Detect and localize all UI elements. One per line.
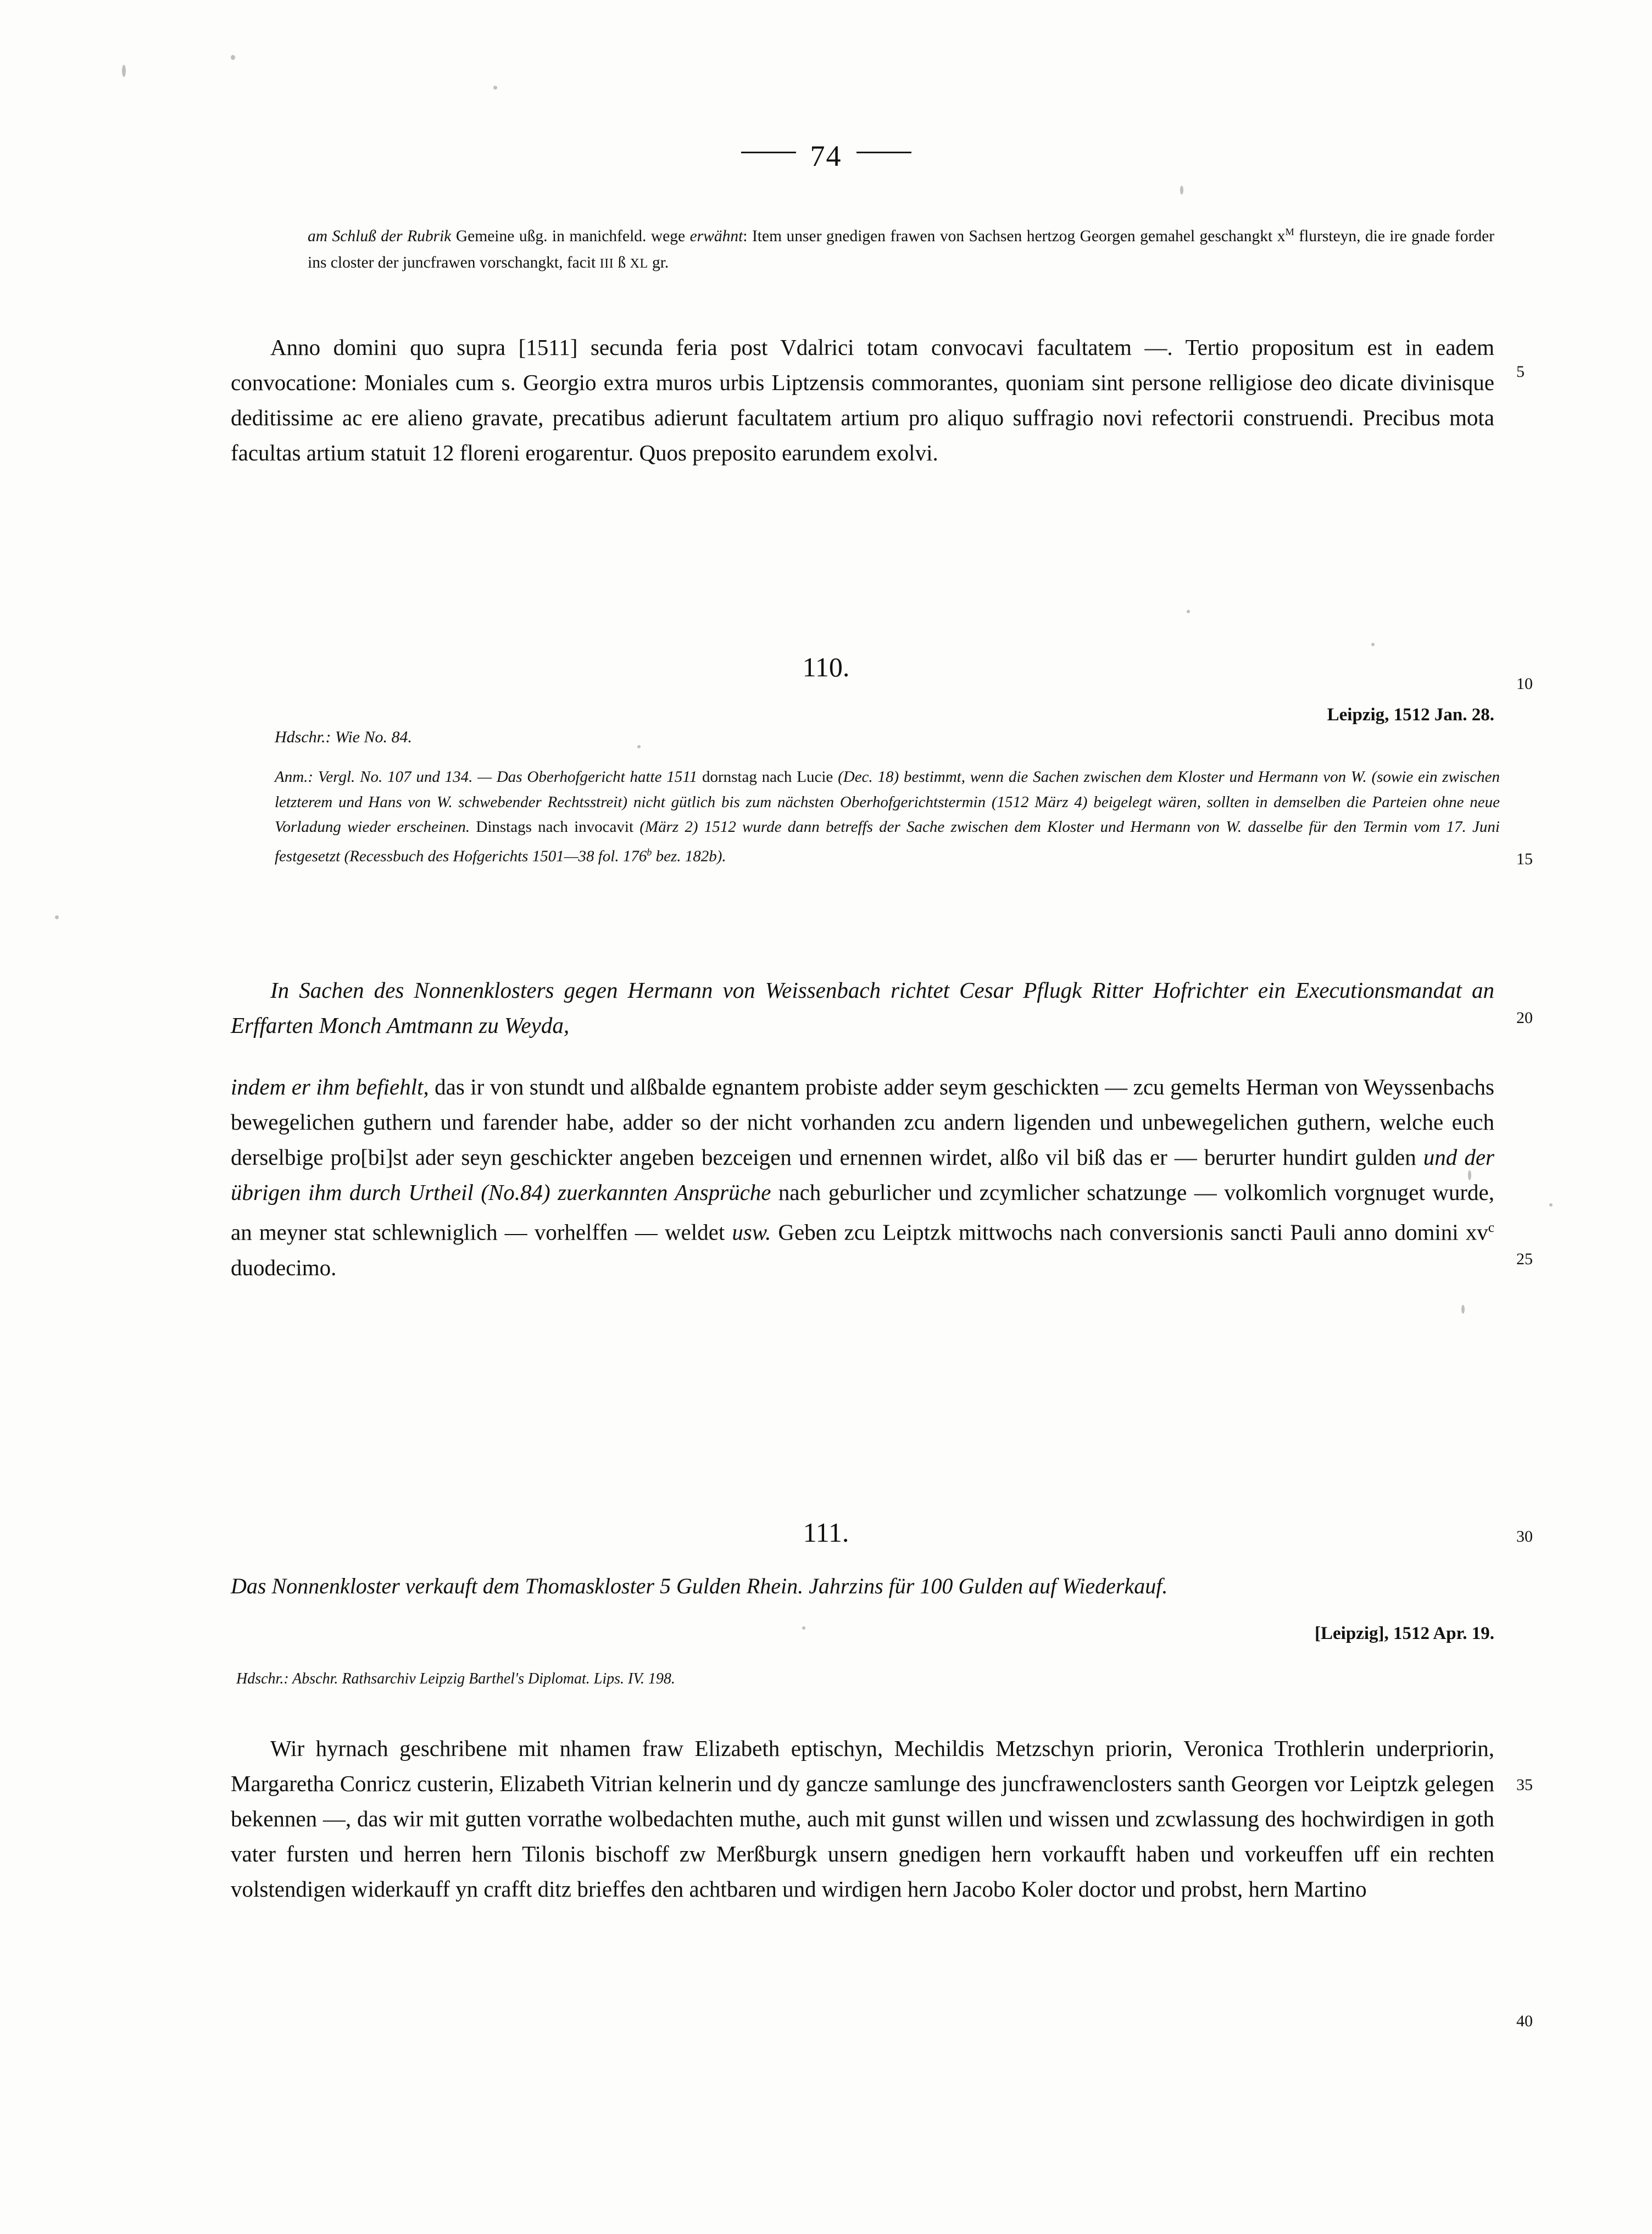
document-number-111: 111. — [803, 1517, 849, 1548]
folio-number: 74 — [810, 140, 842, 173]
anm-superscript-b: b — [647, 846, 652, 858]
body-110-italic-1: und der übrigen ihm durch Urtheil (No.84) zuerkannten Ansprüche — [231, 1144, 1494, 1205]
annotation-110 — [275, 765, 1500, 869]
regest-110-text-1: In Sachen des Nonnenklosters gegen Hermann von Weissenbach richtet Cesar Pflugk Ritter Hofrichter ein Executionsmandat an Erffarten Monch Amtmann zu Weyda, — [231, 977, 1494, 1038]
anm-text-4: bez. 182b). — [652, 847, 726, 865]
scan-speck — [231, 55, 235, 60]
top-note-text-5: gr. — [648, 253, 669, 271]
latin-paragraph-text: Anno domini quo supra [1511] secunda feria post Vdalrici totam convocavi facultatem —. Tertio propositum est in eadem convocatione: Moniales cum s. Georgio extra muros urbis Liptzensis commorantes, quoniam sint persone relligiose deo dicate divinisque deditissime ac ere alieno gravate, precatibus adierunt facultatem artium pro aliquo suffragio novi refectorii construendi. Precibus mota facultas artium statuit 12 floreni erogarentur. Quos preposito earundem exolvi. — [231, 335, 1494, 465]
top-note-text-1: Gemeine ußg. in manichfeld. wege — [451, 227, 690, 245]
anm-text-3: (März 2) 1512 wurde dann betreffs der Sache zwischen dem Kloster und Hermann von W. dasselbe für den Termin vom 17. Juni festgesetzt (Recessbuch des Hofgerichts 1501—38 fol. 176 — [275, 818, 1500, 865]
top-note-italic-2: erwähnt — [689, 227, 743, 245]
manuscript-source-111: Hdschr.: Abschr. Rathsarchiv Leipzig Barthel's Diplomat. Lips. IV. 198. — [236, 1670, 675, 1687]
body-110-italic-lead: indem er ihm befiehlt, — [231, 1074, 429, 1099]
body-110-superscript-c: c — [1488, 1220, 1495, 1235]
document-body-110 — [231, 1069, 1494, 1285]
line-number-40: 40 — [1516, 2012, 1533, 2030]
anm-roman-dinstags: Dinstags nach invocavit — [476, 818, 634, 836]
document-number-110: 110. — [802, 652, 850, 682]
top-note-text-3: flursteyn, die ire gnade forder ins closter der juncfrawen vorschangkt, facit — [308, 227, 1494, 271]
body-110-text-1: das ir von stundt und alßbalde egnantem probiste adder seym geschickten — zcu gemelts Herman von Weyssenbachs bewegelichen guthern und farender habe, adder so der nicht vorhanden zcu andern ligenden und unbewegelichen guthern, welche euch derselbige pro[bi]st ader seyn geschickter angeben bezceigen und ernennen wirdet, alßo vil biß das er — berurter hundirt gulden — [231, 1074, 1495, 1170]
body-111-text: Wir hyrnach geschribene mit nhamen fraw Elizabeth eptischyn, Mechildis Metzschyn priorin, Veronica Trothlerin underpriorin, Margaretha Conricz custerin, Elizabeth Vitrian kelnerin und dy gancze samlunge des juncfrawenclosters santh Georgen vor Leiptzk gelegen bekennen —, das wir mit gutten vorrathe wolbedachten muthe, auch mit gunst willen und wissen und zcwlassung des hochwirdigen in goth vater fursten und herren hern Tilonis bischoff zw Merßburgk unsern gnedigen hern vorkaufft haben und vorkeuffen uff ein rechten volstendigen widerkauff yn crafft ditz brieffes den achtbaren und wirdigen hern Jacobo Koler doctor und probst, hern Martino — [231, 1736, 1494, 1902]
body-110-text-3: Geben zcu Leiptzk mittwochs nach conversionis sancti Pauli anno domini xv — [771, 1219, 1488, 1245]
folio-rule-right — [856, 152, 911, 153]
scan-speck — [55, 915, 59, 919]
line-number-30: 30 — [1516, 1527, 1533, 1546]
top-note-italic-lead: am Schluß der Rubrik — [308, 227, 452, 245]
scan-speck — [1187, 610, 1190, 613]
regest-110 — [231, 972, 1494, 1043]
top-note-superscript-m: M — [1285, 226, 1294, 237]
anm-roman-dornstag: dornstag nach Lucie — [702, 768, 833, 786]
regest-111: Das Nonnenkloster verkauft dem Thomaskloster 5 Gulden Rhein. Jahrzins für 100 Gulden auf Wiederkauf. — [231, 1574, 1168, 1598]
dateline-111: [Leipzig], 1512 Apr. 19. — [1315, 1624, 1494, 1643]
line-number-35: 35 — [1516, 1776, 1533, 1794]
scan-speck — [122, 65, 126, 77]
anm-text-1: Anm.: Vergl. No. 107 und 134. — Das Oberhofgericht hatte 1511 — [275, 768, 702, 786]
folio-rule-left — [741, 152, 796, 153]
top-note-roman-numeral-40: XL — [630, 256, 648, 271]
line-number-5: 5 — [1516, 363, 1525, 381]
top-note-text-4: ß — [614, 253, 630, 271]
line-number-25: 25 — [1516, 1250, 1533, 1268]
line-number-15: 15 — [1516, 850, 1533, 868]
anm-text-2: (Dec. 18) bestimmt, wenn die Sachen zwischen dem Kloster und Hermann von W. (sowie ein zwischen letzterem und Hans von W. schwebender Rechtsstreit) nicht gütlich bis zum nächsten Oberhofgerichtstermin (1512 März 4) beigelegt wären, sollten in demselben die Parteien ohne neue Vorladung wieder erscheinen. — [275, 768, 1500, 836]
page-folio — [0, 137, 1652, 173]
scan-speck — [1549, 1203, 1553, 1207]
scan-speck — [493, 86, 497, 90]
top-note-paragraph — [308, 219, 1494, 277]
scan-speck — [1180, 186, 1183, 194]
top-note-roman-numeral-3: III — [599, 256, 614, 271]
scan-speck — [637, 745, 641, 748]
top-note-text-2: : Item unser gnedigen frawen von Sachsen hertzog Georgen gemahel geschangkt x — [743, 227, 1286, 245]
line-number-10: 10 — [1516, 675, 1533, 693]
line-number-20: 20 — [1516, 1009, 1533, 1027]
dateline-110: Leipzig, 1512 Jan. 28. — [1327, 705, 1494, 725]
manuscript-source-110: Hdschr.: Wie No. 84. — [275, 728, 412, 746]
body-110-text-4: duodecimo. — [231, 1254, 337, 1280]
body-110-italic-usw: usw. — [732, 1219, 771, 1245]
body-110-text-2: nach geburlicher und zcymlicher schatzunge — volkomlich vorgnuget wurde, an meyner stat schlewniglich — vorhelffen — weldet — [231, 1180, 1494, 1245]
document-body-111 — [231, 1731, 1494, 1907]
scan-speck — [1461, 1305, 1465, 1314]
latin-paragraph — [231, 330, 1494, 470]
scan-speck — [1371, 643, 1375, 646]
